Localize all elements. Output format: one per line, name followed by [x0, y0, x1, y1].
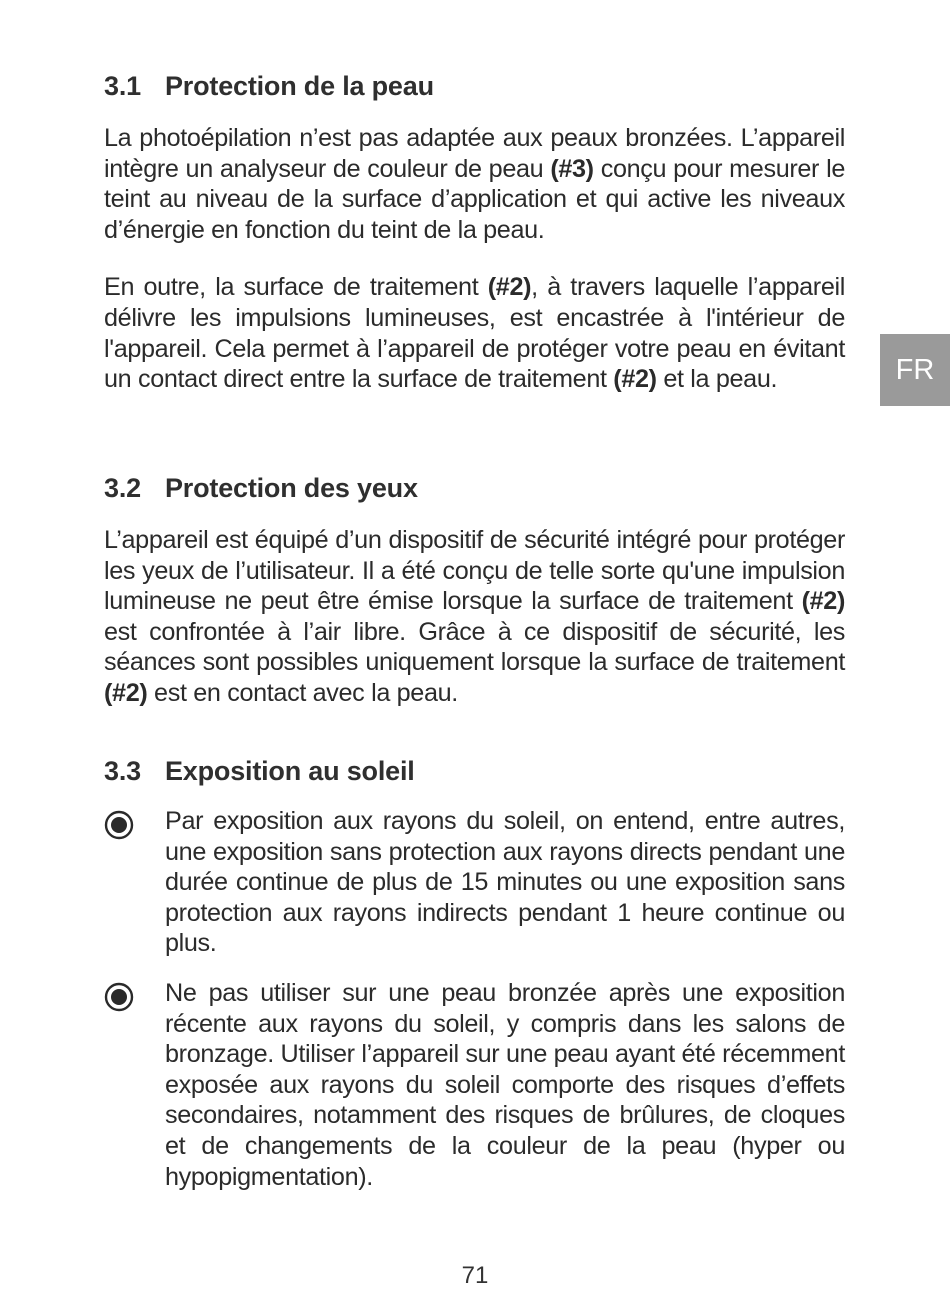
- section-number: 3.3: [104, 756, 141, 786]
- radio-bullet-icon: [104, 982, 134, 1012]
- language-tab: FR: [880, 334, 950, 406]
- section-title: Protection des yeux: [165, 473, 418, 503]
- section-heading: [104, 472, 845, 504]
- text-run: et la peau.: [656, 365, 778, 394]
- text-run: est en contact avec la peau.: [147, 678, 458, 707]
- bullet-text: Par exposition aux rayons du soleil, on entend, entre autres, une exposition sans protection aux rayons directs pendant une durée continue de plus de 15 minutes ou une exposition sans protection aux rayons indirects pendant 1 heure continue ou plus.: [165, 807, 845, 958]
- text-run: En outre, la surface de traitement: [104, 273, 488, 302]
- section-number: 3.2: [104, 473, 141, 503]
- section-3-1: [104, 70, 845, 395]
- paragraph: [104, 525, 845, 709]
- paragraph: [104, 123, 845, 245]
- bullet-list: [104, 806, 845, 1192]
- list-item: [104, 806, 845, 959]
- reference-label: (#2): [801, 587, 845, 616]
- reference-label: (#3): [550, 154, 594, 183]
- text-run: L’appareil est équipé d’un dispositif de sécurité intégré pour protéger les yeux de l’utilisateur. Il a été conçu de telle sorte qu'une impulsion lumineuse ne peut être émise lorsque la surface de traitement: [104, 526, 845, 616]
- page-number: 71: [461, 1262, 489, 1289]
- text-run: La photoépilation n’est pas adaptée aux peaux bronzées. L’appareil intègre un analyseur de couleur de peau: [104, 124, 845, 183]
- section-heading: [104, 755, 845, 787]
- section-3-2: [104, 472, 845, 709]
- text-run: , à travers laquelle l’appareil délivre les impulsions lumineuses, est encastrée à l'intérieur de l'appareil. Cela permet à l’appareil de protéger votre peau en évitant un contact direct entre la surface de traitement: [104, 273, 845, 394]
- paragraph: [104, 272, 845, 394]
- section-3-3: [104, 755, 845, 787]
- section-heading: [104, 70, 845, 102]
- text-run: est confrontée à l’air libre. Grâce à ce dispositif de sécurité, les séances sont possibles uniquement lorsque la surface de traitement: [104, 617, 845, 677]
- list-item: [104, 978, 845, 1192]
- reference-label: (#2): [104, 678, 148, 707]
- section-title: Protection de la peau: [165, 71, 434, 101]
- section-number: 3.1: [104, 71, 141, 101]
- section-title: Exposition au soleil: [165, 756, 415, 786]
- text-run: conçu pour mesurer le teint au niveau de la surface d’application et qui active les niveaux d’énergie en fonction du teint de la peau.: [104, 154, 845, 244]
- bullet-text: Ne pas utiliser sur une peau bronzée après une exposition récente aux rayons du soleil, y compris dans les salons de bronzage. Utiliser l’appareil sur une peau ayant été récemment exposée aux rayons du soleil comporte des risques d’effets secondaires, notamment des risques de brûlures, de cloques et de changements de la couleur de la peau (hyper ou hypopigmentation).: [165, 978, 845, 1191]
- reference-label: (#2): [487, 273, 532, 302]
- reference-label: (#2): [613, 365, 657, 394]
- radio-bullet-icon: [104, 810, 134, 840]
